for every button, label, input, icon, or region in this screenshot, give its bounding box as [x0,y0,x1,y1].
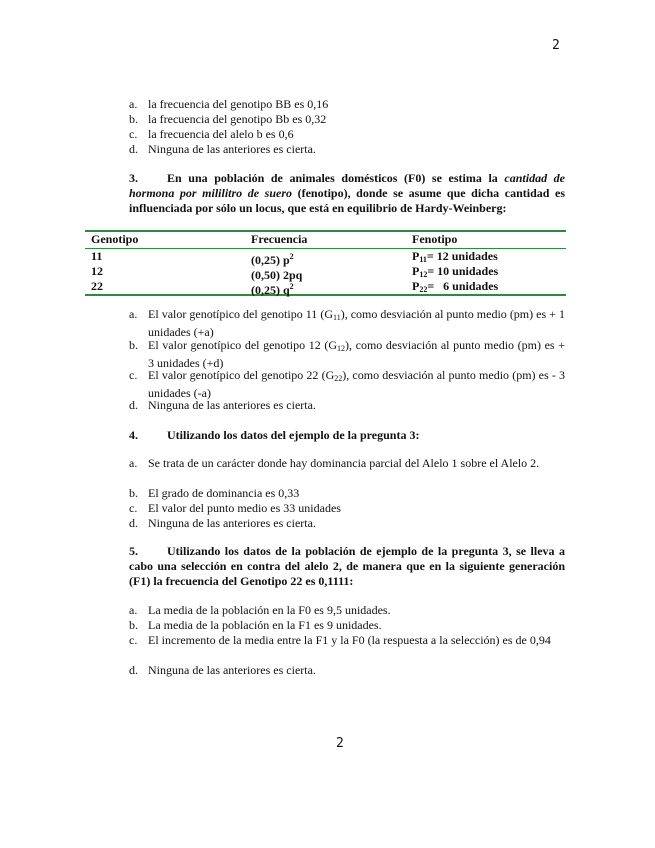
genotype-table [85,230,566,296]
page-number-bottom: 2 [336,736,344,751]
q2-option-d: d. Ninguna de las anteriores es cierta. [129,142,316,156]
q4-option-d: d. Ninguna de las anteriores es cierta. [129,516,316,530]
q5-option-c: c. El incremento de la media entre la F1 y la F0 (la respuesta a la selección) es de 0,94 [129,633,551,647]
col-genotipo: Genotipo [91,232,139,246]
table-row: 11 (0,25) $p^2$ $P_{11}= 12$ unidades [91,249,498,267]
q4-option-c: c. El valor del punto medio es 33 unidades [129,501,341,515]
q3-option-a: a. El valor genotípico del genotipo 11 $(G_{11})$, como desviación al punto medio (pm) es + 1 unidades (+a) [129,307,565,339]
q2-option-c: c. la frecuencia del alelo b es 0,6 [129,127,294,141]
q5-option-a: a. La media de la población en la F0 es 9,5 unidades. [129,603,391,617]
q4-option-b: b. El grado de dominancia es 0,33 [129,486,300,500]
q3-option-c: c. El valor genotípico del genotipo 22 $(G_{22})$, como desviación al punto medio (pm) es - 3 unidades (-a) [129,368,565,400]
col-frecuencia: Frecuencia [251,232,308,246]
table-row: 22 (0,25) $q^2$ $P_{22}= 6$ unidades [91,279,499,297]
question-3: 3. En una población de animales domésticos (F0) se estima la cantidad de hormona por mililitro de suero (fenotipo), donde se asume que dicha cantidad es influenciada por sólo un locus, que está en equilibrio de Hardy-Weinberg: [129,171,566,215]
q4-option-a: a. Se trata de un carácter donde hay dominancia parcial del Alelo 1 sobre el Alelo 2. [129,456,540,470]
question-4: 4. Utilizando los datos del ejemplo de la pregunta 3: [129,428,420,442]
table-row: 12 (0,50) 2pq $P_{12}= 10$ unidades [91,264,499,282]
col-fenotipo: Fenotipo [412,232,458,246]
q5-option-b: b. La media de la población en la F1 es 9 unidades. [129,618,382,632]
q3-option-b: b. El valor genotípico del genotipo 12 $(G_{12})$, como desviación al punto medio (pm) es + 3 unidades (+d) [129,338,565,370]
table-header [85,232,566,249]
q2-option-b: b. la frecuencia del genotipo Bb es 0,32 [129,112,327,126]
q3-option-d: d. Ninguna de las anteriores es cierta. [129,398,316,412]
q2-option-a: a. la frecuencia del genotipo BB es 0,16 [129,97,329,111]
q5-option-d: d. Ninguna de las anteriores es cierta. [129,663,316,677]
page-number-top: 2 [552,38,560,53]
question-5: 5. Utilizando los datos de la población de ejemplo de la pregunta 3, se lleva a cabo una selección en contra del alelo 2, de manera que en la siguiente generación (F1) la frecuencia del Genotipo 22 es 0,1111: [129,544,565,588]
